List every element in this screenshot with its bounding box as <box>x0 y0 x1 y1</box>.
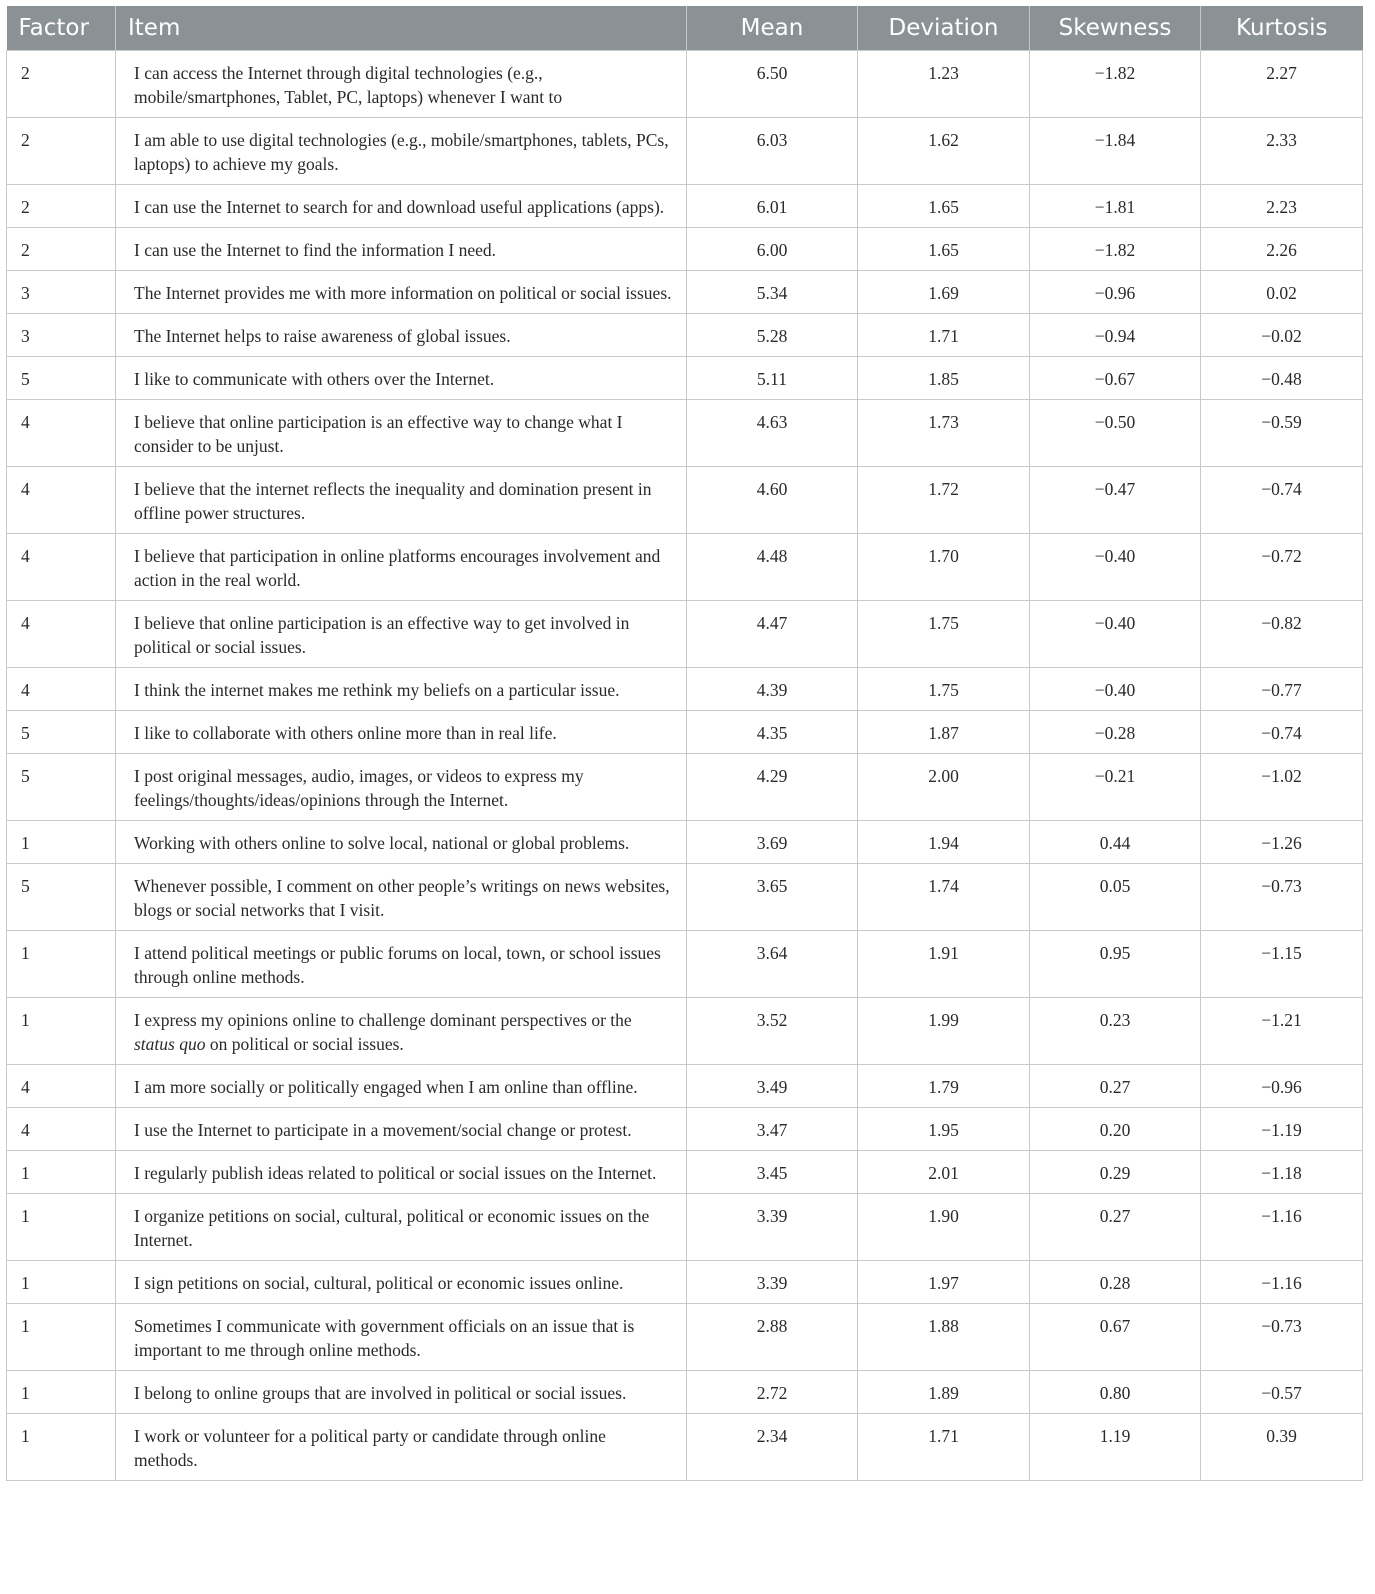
table-row <box>7 1194 1363 1261</box>
cell-kurtosis: −1.19 <box>1201 1108 1363 1151</box>
cell-factor: 4 <box>7 400 116 467</box>
cell-item: I can use the Internet to find the information I need. <box>116 228 687 271</box>
header-kurtosis: Kurtosis <box>1201 6 1363 51</box>
cell-skewness: 0.05 <box>1030 864 1201 931</box>
cell-kurtosis: −0.02 <box>1201 314 1363 357</box>
cell-deviation: 1.79 <box>858 1065 1030 1108</box>
cell-item: I am able to use digital technologies (e.g., mobile/smartphones, tablets, PCs, laptops) to achieve my goals. <box>116 118 687 185</box>
cell-kurtosis: 2.26 <box>1201 228 1363 271</box>
cell-mean: 6.00 <box>687 228 858 271</box>
cell-mean: 4.39 <box>687 668 858 711</box>
cell-factor: 3 <box>7 314 116 357</box>
cell-factor: 1 <box>7 1371 116 1414</box>
cell-mean: 5.28 <box>687 314 858 357</box>
cell-mean: 2.72 <box>687 1371 858 1414</box>
header-row <box>7 6 1363 51</box>
table-row <box>7 1151 1363 1194</box>
cell-deviation: 1.71 <box>858 1414 1030 1481</box>
cell-item: I believe that online participation is an effective way to get involved in political or social issues. <box>116 601 687 668</box>
cell-item: I can use the Internet to search for and download useful applications (apps). <box>116 185 687 228</box>
cell-mean: 3.69 <box>687 821 858 864</box>
cell-skewness: −0.40 <box>1030 668 1201 711</box>
header-deviation: Deviation <box>858 6 1030 51</box>
header-skewness: Skewness <box>1030 6 1201 51</box>
cell-item-italic-text: status quo <box>134 1034 206 1054</box>
cell-skewness: 0.27 <box>1030 1194 1201 1261</box>
cell-deviation: 1.65 <box>858 185 1030 228</box>
cell-deviation: 1.72 <box>858 467 1030 534</box>
table-row <box>7 601 1363 668</box>
cell-mean: 6.01 <box>687 185 858 228</box>
table-row <box>7 998 1363 1065</box>
cell-mean: 2.34 <box>687 1414 858 1481</box>
cell-item: I regularly publish ideas related to political or social issues on the Internet. <box>116 1151 687 1194</box>
cell-kurtosis: −1.15 <box>1201 931 1363 998</box>
cell-skewness: −0.28 <box>1030 711 1201 754</box>
cell-kurtosis: −0.82 <box>1201 601 1363 668</box>
header-item: Item <box>116 6 687 51</box>
cell-item: Working with others online to solve local, national or global problems. <box>116 821 687 864</box>
cell-item: I believe that online participation is an effective way to change what I consider to be unjust. <box>116 400 687 467</box>
table-row <box>7 668 1363 711</box>
cell-item-text: on political or social issues. <box>205 1034 404 1054</box>
cell-factor: 4 <box>7 668 116 711</box>
cell-skewness: −0.40 <box>1030 534 1201 601</box>
cell-kurtosis: 2.33 <box>1201 118 1363 185</box>
table-row <box>7 1371 1363 1414</box>
cell-kurtosis: −1.02 <box>1201 754 1363 821</box>
cell-deviation: 1.85 <box>858 357 1030 400</box>
cell-kurtosis: 2.23 <box>1201 185 1363 228</box>
cell-factor: 5 <box>7 754 116 821</box>
cell-factor: 1 <box>7 821 116 864</box>
cell-skewness: −1.84 <box>1030 118 1201 185</box>
cell-item: I use the Internet to participate in a movement/social change or protest. <box>116 1108 687 1151</box>
cell-skewness: 0.27 <box>1030 1065 1201 1108</box>
cell-kurtosis: 0.39 <box>1201 1414 1363 1481</box>
cell-mean: 3.47 <box>687 1108 858 1151</box>
cell-skewness: 0.67 <box>1030 1304 1201 1371</box>
cell-deviation: 1.94 <box>858 821 1030 864</box>
cell-mean: 3.52 <box>687 998 858 1065</box>
cell-factor: 2 <box>7 118 116 185</box>
table-row <box>7 1261 1363 1304</box>
cell-item: I can access the Internet through digital technologies (e.g., mobile/smartphones, Tablet, PC, laptops) whenever I want to <box>116 51 687 118</box>
cell-kurtosis: −0.59 <box>1201 400 1363 467</box>
cell-factor: 4 <box>7 601 116 668</box>
cell-item-text: I express my opinions online to challenge dominant perspectives or the <box>134 1010 632 1030</box>
cell-mean: 4.60 <box>687 467 858 534</box>
cell-kurtosis: −0.74 <box>1201 711 1363 754</box>
cell-item: The Internet provides me with more information on political or social issues. <box>116 271 687 314</box>
cell-factor: 3 <box>7 271 116 314</box>
cell-factor: 1 <box>7 931 116 998</box>
cell-kurtosis: −1.16 <box>1201 1261 1363 1304</box>
cell-factor: 1 <box>7 1414 116 1481</box>
cell-factor: 4 <box>7 1108 116 1151</box>
cell-factor: 1 <box>7 1261 116 1304</box>
table-row <box>7 754 1363 821</box>
cell-mean: 4.35 <box>687 711 858 754</box>
cell-skewness: 0.29 <box>1030 1151 1201 1194</box>
cell-deviation: 1.99 <box>858 998 1030 1065</box>
table-row <box>7 185 1363 228</box>
descriptive-statistics-table <box>6 6 1363 1481</box>
cell-mean: 6.50 <box>687 51 858 118</box>
cell-mean: 3.39 <box>687 1194 858 1261</box>
cell-mean: 5.11 <box>687 357 858 400</box>
cell-item: I belong to online groups that are involved in political or social issues. <box>116 1371 687 1414</box>
cell-mean: 2.88 <box>687 1304 858 1371</box>
cell-kurtosis: −0.73 <box>1201 864 1363 931</box>
cell-mean: 4.48 <box>687 534 858 601</box>
table-row <box>7 864 1363 931</box>
cell-mean: 5.34 <box>687 271 858 314</box>
cell-kurtosis: −0.48 <box>1201 357 1363 400</box>
cell-kurtosis: 2.27 <box>1201 51 1363 118</box>
cell-skewness: 1.19 <box>1030 1414 1201 1481</box>
cell-factor: 1 <box>7 1194 116 1261</box>
table-row <box>7 1065 1363 1108</box>
cell-item: I like to collaborate with others online more than in real life. <box>116 711 687 754</box>
cell-item: I like to communicate with others over the Internet. <box>116 357 687 400</box>
cell-factor: 1 <box>7 998 116 1065</box>
table-header <box>7 6 1363 51</box>
table-row <box>7 51 1363 118</box>
cell-kurtosis: −0.57 <box>1201 1371 1363 1414</box>
cell-item: The Internet helps to raise awareness of global issues. <box>116 314 687 357</box>
table-row <box>7 1304 1363 1371</box>
cell-factor: 2 <box>7 185 116 228</box>
cell-deviation: 1.95 <box>858 1108 1030 1151</box>
cell-kurtosis: −0.72 <box>1201 534 1363 601</box>
cell-deviation: 1.87 <box>858 711 1030 754</box>
cell-item: I sign petitions on social, cultural, political or economic issues online. <box>116 1261 687 1304</box>
cell-deviation: 1.73 <box>858 400 1030 467</box>
cell-skewness: 0.95 <box>1030 931 1201 998</box>
cell-skewness: 0.23 <box>1030 998 1201 1065</box>
cell-deviation: 1.89 <box>858 1371 1030 1414</box>
cell-item: Whenever possible, I comment on other people’s writings on news websites, blogs or social networks that I visit. <box>116 864 687 931</box>
cell-mean: 4.63 <box>687 400 858 467</box>
data-table-container <box>6 6 1362 1481</box>
cell-factor: 2 <box>7 228 116 271</box>
cell-skewness: −0.21 <box>1030 754 1201 821</box>
cell-mean: 4.47 <box>687 601 858 668</box>
cell-skewness: 0.20 <box>1030 1108 1201 1151</box>
table-row <box>7 711 1363 754</box>
cell-factor: 4 <box>7 534 116 601</box>
cell-mean: 4.29 <box>687 754 858 821</box>
cell-skewness: −0.50 <box>1030 400 1201 467</box>
table-row <box>7 467 1363 534</box>
cell-skewness: −1.82 <box>1030 51 1201 118</box>
table-row <box>7 400 1363 467</box>
cell-deviation: 1.88 <box>858 1304 1030 1371</box>
cell-deviation: 1.23 <box>858 51 1030 118</box>
cell-deviation: 1.71 <box>858 314 1030 357</box>
cell-item: I am more socially or politically engaged when I am online than offline. <box>116 1065 687 1108</box>
header-factor: Factor <box>7 6 116 51</box>
cell-deviation: 1.70 <box>858 534 1030 601</box>
cell-factor: 5 <box>7 357 116 400</box>
cell-item: I post original messages, audio, images, or videos to express my feelings/thoughts/ideas/opinions through the Internet. <box>116 754 687 821</box>
cell-skewness: −0.96 <box>1030 271 1201 314</box>
cell-kurtosis: −1.26 <box>1201 821 1363 864</box>
cell-item: Sometimes I communicate with government officials on an issue that is important to me through online methods. <box>116 1304 687 1371</box>
cell-mean: 3.45 <box>687 1151 858 1194</box>
cell-mean: 3.65 <box>687 864 858 931</box>
table-row <box>7 534 1363 601</box>
cell-item: I believe that participation in online platforms encourages involvement and action in the real world. <box>116 534 687 601</box>
cell-factor: 5 <box>7 864 116 931</box>
table-body <box>7 51 1363 1481</box>
cell-item <box>116 998 687 1065</box>
cell-deviation: 1.91 <box>858 931 1030 998</box>
cell-mean: 3.49 <box>687 1065 858 1108</box>
cell-deviation: 1.75 <box>858 601 1030 668</box>
cell-kurtosis: −0.96 <box>1201 1065 1363 1108</box>
cell-item: I work or volunteer for a political party or candidate through online methods. <box>116 1414 687 1481</box>
cell-deviation: 1.90 <box>858 1194 1030 1261</box>
cell-kurtosis: 0.02 <box>1201 271 1363 314</box>
cell-mean: 3.39 <box>687 1261 858 1304</box>
cell-kurtosis: −0.77 <box>1201 668 1363 711</box>
cell-deviation: 1.69 <box>858 271 1030 314</box>
table-row <box>7 931 1363 998</box>
cell-kurtosis: −1.16 <box>1201 1194 1363 1261</box>
cell-skewness: −1.82 <box>1030 228 1201 271</box>
cell-skewness: −1.81 <box>1030 185 1201 228</box>
cell-kurtosis: −0.74 <box>1201 467 1363 534</box>
cell-skewness: 0.80 <box>1030 1371 1201 1414</box>
cell-skewness: 0.44 <box>1030 821 1201 864</box>
header-mean: Mean <box>687 6 858 51</box>
table-row <box>7 357 1363 400</box>
cell-skewness: −0.40 <box>1030 601 1201 668</box>
cell-item: I organize petitions on social, cultural, political or economic issues on the Internet. <box>116 1194 687 1261</box>
cell-factor: 2 <box>7 51 116 118</box>
table-row <box>7 271 1363 314</box>
cell-kurtosis: −0.73 <box>1201 1304 1363 1371</box>
table-row <box>7 1108 1363 1151</box>
cell-item: I think the internet makes me rethink my beliefs on a particular issue. <box>116 668 687 711</box>
cell-deviation: 1.65 <box>858 228 1030 271</box>
table-row <box>7 1414 1363 1481</box>
cell-deviation: 1.97 <box>858 1261 1030 1304</box>
cell-factor: 4 <box>7 467 116 534</box>
cell-deviation: 2.00 <box>858 754 1030 821</box>
cell-mean: 3.64 <box>687 931 858 998</box>
cell-kurtosis: −1.18 <box>1201 1151 1363 1194</box>
cell-factor: 5 <box>7 711 116 754</box>
cell-factor: 1 <box>7 1151 116 1194</box>
cell-skewness: 0.28 <box>1030 1261 1201 1304</box>
table-row <box>7 228 1363 271</box>
cell-factor: 1 <box>7 1304 116 1371</box>
cell-kurtosis: −1.21 <box>1201 998 1363 1065</box>
cell-factor: 4 <box>7 1065 116 1108</box>
table-row <box>7 314 1363 357</box>
cell-item: I believe that the internet reflects the inequality and domination present in offline power structures. <box>116 467 687 534</box>
cell-item: I attend political meetings or public forums on local, town, or school issues through online methods. <box>116 931 687 998</box>
cell-mean: 6.03 <box>687 118 858 185</box>
table-row <box>7 821 1363 864</box>
cell-deviation: 1.62 <box>858 118 1030 185</box>
cell-deviation: 1.74 <box>858 864 1030 931</box>
cell-deviation: 1.75 <box>858 668 1030 711</box>
table-row <box>7 118 1363 185</box>
cell-skewness: −0.47 <box>1030 467 1201 534</box>
cell-deviation: 2.01 <box>858 1151 1030 1194</box>
cell-skewness: −0.94 <box>1030 314 1201 357</box>
cell-skewness: −0.67 <box>1030 357 1201 400</box>
